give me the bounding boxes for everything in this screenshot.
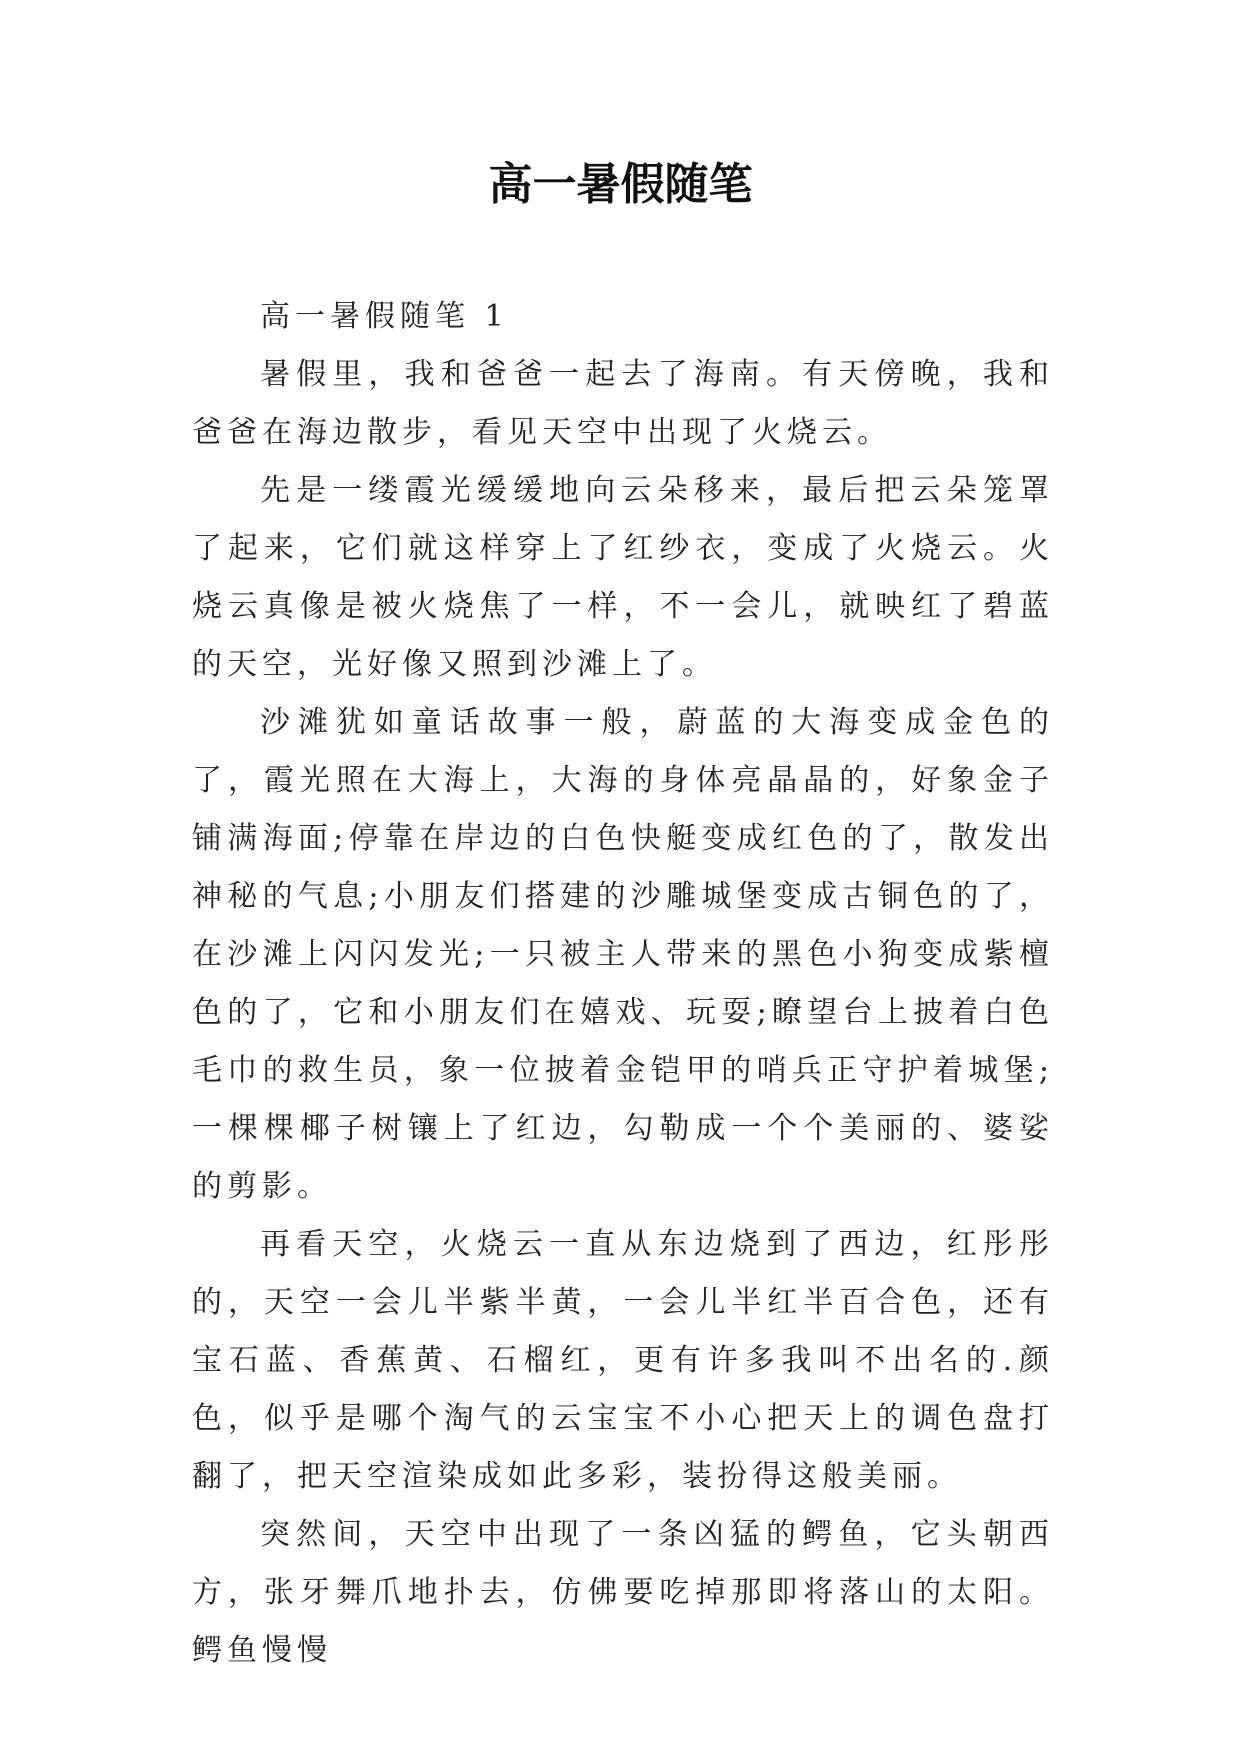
paragraph-5: 突然间，天空中出现了一条凶猛的鳄鱼，它头朝西方，张牙舞爪地扑去，仿佛要吃掉那即将落山的太阳。鳄鱼慢慢 bbox=[192, 1517, 1054, 1668]
paragraph-4: 再看天空，火烧云一直从东边烧到了西边，红彤彤的，天空一会儿半紫半黄，一会儿半红半百合色，还有宝石蓝、香蕉黄、石榴红，更有许多我叫不出名的.颜色，似乎是哪个淘气的云宝宝不小心把天上的调色盘打翻了，把天空渲染成如此多彩，装扮得这般美丽。 bbox=[192, 1227, 1054, 1494]
paragraph-3: 沙滩犹如童话故事一般，蔚蓝的大海变成金色的了，霞光照在大海上，大海的身体亮晶晶的，好象金子铺满海面;停靠在岸边的白色快艇变成红色的了，散发出神秘的气息;小朋友们搭建的沙雕城堡变成古铜色的了，在沙滩上闪闪发光;一只被主人带来的黑色小狗变成紫檀色的了，它和小朋友们在嬉戏、玩耍;瞭望台上披着白色毛巾的救生员，象一位披着金铠甲的哨兵正守护着城堡;一棵棵椰子树镶上了红边，勾勒成一个个美丽的、婆娑的剪影。 bbox=[192, 705, 1054, 1204]
section-heading: 高一暑假随笔 1 bbox=[260, 299, 509, 334]
paragraph-1: 暑假里，我和爸爸一起去了海南。有天傍晚，我和爸爸在海边散步，看见天空中出现了火烧云。 bbox=[192, 357, 1054, 450]
document-title: 高一暑假随笔 bbox=[488, 159, 753, 210]
document-body bbox=[192, 288, 1054, 1680]
paragraph-2: 先是一缕霞光缓缓地向云朵移来，最后把云朵笼罩了起来，它们就这样穿上了红纱衣，变成了火烧云。火烧云真像是被火烧焦了一样，不一会儿，就映红了碧蓝的天空，光好像又照到沙滩上了。 bbox=[192, 473, 1054, 682]
